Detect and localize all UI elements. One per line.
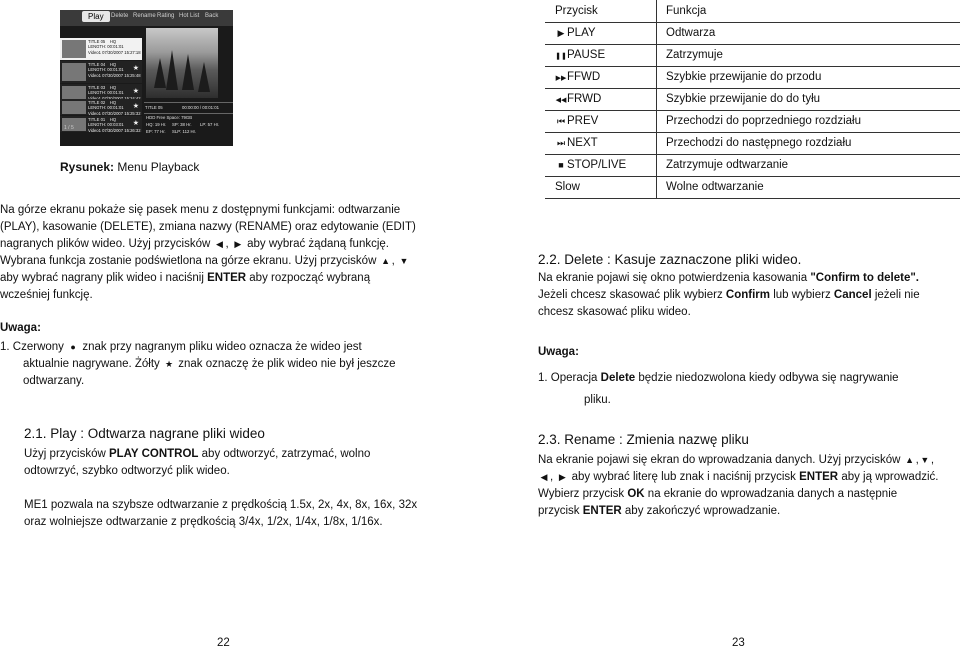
table-row: ▶ PLAY Odtwarza (545, 22, 960, 44)
entry-title: TITLE 05 (88, 39, 106, 44)
star-icon: ★ (132, 88, 139, 95)
lp-hours: LP: 57 Hr. (200, 122, 220, 127)
video-thumbnail (62, 63, 86, 81)
table-row: ❚❚PAUSE Zatrzymuje (555, 49, 723, 61)
table-row: Slow Wolne odtwarzanie (555, 181, 764, 193)
intro-paragraph: Na górze ekranu pokaże się pasek menu z dostępnymi funkcjami: odtwarzanie (PLAY), kasowanie (DELETE), zmiana nazwy (RENAME) oraz edytowanie (EDIT) nagranych plików wideo. Użyj przycisków ◀ , ▶ aby wybrać żądaną funkcję. Wybrana funkcja zostanie podświetlona na górze ekranu. Użyj przycisków ▲ , ▼ aby wybrać nagrany plik wideo i naciśnij ENTER aby rozpocząć wybraną wcześniej funkcję. (0, 204, 416, 301)
entry-length: LENGTH: 00:01:01 (88, 90, 124, 96)
screenshot-menu-delete: Delete (111, 13, 129, 19)
section-2-3-body: Na ekranie pojawi się ekran do wprowadzania danych. Użyj przycisków ▲ , ▼ , ◀ , ▶ aby wybrać literę lub znak i naciśnij przycisk ENTER aby ją wprowadzić. Wybierz przycisk OK na ekranie do wprowadzania danych a następnie przycisk ENTER aby zakończyć wprowadzanie. (538, 454, 939, 517)
screenshot-pager: 1 / 5 (64, 125, 74, 131)
table-row: ■ STOP/LIVE Zatrzymuje odtwarzanie (545, 154, 960, 176)
entry-title: TITLE 03 (88, 85, 106, 90)
video-preview-image (146, 28, 218, 98)
section-2-1-heading: 2.1. Play : Odtwarza nagrane pliki wideo (24, 426, 265, 441)
left-arrow-icon: ◀ (216, 239, 223, 249)
figure-caption: Rysunek: Menu Playback (60, 160, 200, 174)
now-playing-title: TITLE 05 (145, 105, 163, 110)
entry-quality: HQ (109, 39, 117, 44)
screenshot-menu-rating: Rating (157, 13, 175, 19)
hdd-free-space: HDD Free Space: 79GB (146, 115, 193, 120)
playback-menu-screenshot (60, 10, 233, 146)
note-block-left: Uwaga: 1. Czerwony ● znak przy nagranym pliku wideo oznacza że wideo jest aktualnie nagrywane. Żółty ★ znak oznaczę że plik wideo nie był jeszcze odtwarzany. (0, 322, 396, 387)
entry-length: LENGTH: 00:01:01 (88, 44, 124, 50)
right-arrow-icon: ▶ (234, 239, 242, 249)
now-playing-time: 00:00:00 / 00:01:01 (182, 105, 220, 110)
screenshot-entry (60, 61, 142, 83)
table-header-function: Funkcja (666, 5, 707, 17)
stop-icon: ■ (558, 160, 564, 170)
left-arrow-icon: ◀ (540, 472, 548, 482)
sp-hours: SP: 38 Hr. (172, 122, 192, 127)
entry-date: Video1 07/30/2007 15:26:32 (88, 127, 141, 133)
entry-title: TITLE 02 (88, 100, 106, 105)
entry-date: Video1 07/30/2007 15:25:32 (88, 110, 141, 116)
entry-quality: HQ (109, 117, 117, 122)
entry-quality: HQ (109, 62, 117, 67)
star-icon: ★ (132, 103, 139, 110)
ep-hours: EP: 77 Hr. (146, 129, 166, 134)
entry-length: LENGTH: 00:03:01 (88, 122, 124, 128)
entry-quality: HQ (109, 100, 117, 105)
screenshot-menu-bar (60, 10, 233, 26)
play-icon: ▶ (557, 28, 565, 38)
rewind-icon: ◀◀ (555, 97, 567, 104)
entry-title: TITLE 04 (88, 62, 106, 67)
slp-hours: SLP: 112 Hr. (172, 129, 197, 134)
section-2-1-body: Użyj przycisków PLAY CONTROL aby odtworzyć, zatrzymać, wolno odtowrzyć, szybko odtworzyć plik wideo. ME1 pozwala na szybsze odtwarzanie z prędkością 1.5x, 2x, 4x, 8x, 16x, 32x oraz wolniejsze odtwarzanie z prędkością 3/4x, 1/2x, 1/4x, 1/8x, 1/16x. (24, 448, 418, 528)
entry-length: LENGTH: 00:01:01 (88, 67, 124, 73)
down-arrow-icon: ▼ (399, 256, 409, 266)
entry-date: Video1 07/30/2007 15:25:48 (88, 72, 141, 78)
entry-title: TITLE 01 (88, 117, 106, 122)
previous-icon: ⏮ (556, 116, 566, 126)
star-icon: ★ (132, 120, 139, 127)
screenshot-info-bar (144, 102, 233, 114)
video-thumbnail (62, 101, 86, 114)
next-icon: ⏭ (556, 138, 566, 148)
page-number-left: 22 (217, 637, 230, 649)
table-row: ⏭ NEXT Przechodzi do następnego rozdziału (556, 137, 852, 149)
section-2-2-body: Na ekranie pojawi się okno potwierdzenia kasowania "Confirm to delete". Jeżeli chcesz skasować plik wybierz Confirm lub wybierz Cancel jeżeli nie chcesz skasować pliku wideo. (538, 272, 920, 318)
table-header-button: Przycisk (555, 5, 598, 17)
screenshot-menu-rename: Rename (133, 13, 156, 19)
screenshot-menu-hotlist: Hot List (179, 13, 200, 19)
entry-date: Video1 07/30/2007 15:27:18 (88, 49, 141, 55)
section-2-3-heading: 2.3. Rename : Zmienia nazwę pliku (538, 432, 749, 447)
star-icon: ★ (132, 65, 139, 72)
up-arrow-icon: ▲ (381, 256, 391, 266)
entry-quality: HQ (109, 85, 117, 90)
page-number-right: 23 (732, 637, 745, 649)
fast-forward-icon: ▶▶ (555, 75, 567, 82)
screenshot-entry (60, 38, 142, 60)
screenshot-entry (60, 99, 142, 115)
up-arrow-icon: ▲ (905, 455, 915, 465)
table-row: ⏮ PREV Przechodzi do poprzedniego rozdziału (556, 115, 861, 127)
pause-icon: ❚❚ (555, 53, 567, 60)
screenshot-menu-back: Back (205, 13, 219, 19)
red-dot-icon: ● (70, 342, 76, 352)
hq-hours: HQ: 19 Hr. (146, 122, 167, 127)
down-arrow-icon: ▼ (920, 455, 930, 465)
table-row: ◀◀FRWD Szybkie przewijanie do do tyłu (555, 93, 821, 105)
screenshot-menu-play: Play (82, 11, 110, 22)
table-row: ▶▶FFWD Szybkie przewijanie do przodu (555, 71, 822, 83)
note-block-right: Uwaga: 1. Operacja Delete będzie niedozwolona kiedy odbywa się nagrywanie pliku. (538, 346, 899, 406)
right-arrow-icon: ▶ (558, 472, 566, 482)
star-icon: ★ (164, 359, 174, 369)
section-2-2-heading: 2.2. Delete : Kasuje zaznaczone pliki wideo. (538, 252, 802, 267)
video-thumbnail (62, 40, 86, 58)
entry-length: LENGTH: 00:01:01 (88, 105, 124, 111)
table-header-row (545, 0, 960, 22)
